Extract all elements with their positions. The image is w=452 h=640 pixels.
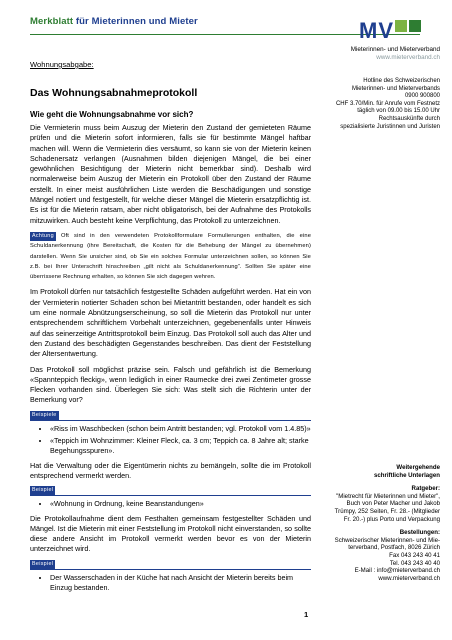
header-title-prefix: Merkblatt [30,16,74,27]
list-item: • «Riss im Waschbecken (schon beim Antritt bestanden; vgl. Protokoll vom 1.4.85)» [50,424,311,434]
ratgeber-line: "Mietrecht für Mieterinnen und Mieter", [336,492,440,500]
hotline-line: Rechtsauskünfte durch [378,115,440,122]
order-line: Fax 043 243 40 41 [389,551,440,559]
example-tag: Beispiel [32,487,54,494]
ratgeber-line: Trümpy, 252 Seiten, Fr. 28.- (Mitglieder [334,507,440,515]
ratgeber-label: Ratgeber: [411,485,440,493]
paragraph-damages: Im Protokoll dürfen nur tatsächlich festgestellte Schäden aufgeführt werden. Hat ein von der Vermieterin notierter Schaden schon bei Mietantritt bestanden, oder handelt es sich um eine normale Abnützungserscheinung, so soll die Mieterin das Protokoll nur unter entsprechendem schriftlichem Vorbehalt unterzeichnen, gegebenenfalls unter Hinweis auf das seinerzeitige Antrittsprotokoll beim Einzug. Das Protokoll soll auch das Alter und den Zustand des beschädigten Gegenstandes beschreiben. Das dient der Feststellung der Altersentwertung. [30,287,311,359]
order-label: Bestellungen: [399,529,440,537]
list-item: • «Teppich im Wohnzimmer: Kleiner Fleck, ca. 3 cm; Teppich ca. 8 Jahre alt; starke Begehungsspuren». [50,436,311,457]
hotline-line: Hotline des Schweizerischen [363,78,440,84]
order-line: Tel. 043 243 40 40 [389,559,440,567]
mv-logo [359,18,423,42]
hotline-line: spezialisierte Juristinnen und Juristen [340,123,440,130]
order-line: E-Mail : info@mieterverband.ch [354,567,440,575]
hotline-line: Mieterinnen- und Mieterverbands [351,85,440,92]
ratgeber-line: Buch von Peter Macher und Jakob [346,500,440,508]
hotline-line: CHF 3.70/Min. für Anrufe vom Festnetz [335,100,440,107]
further-reading-sidebar [312,464,440,582]
example-header-2 [30,560,311,570]
logo-text: MV [359,18,394,42]
main-content [30,123,311,597]
paragraph-precision: Das Protokoll soll möglichst präzise sein. Falsch und gefährlich ist die Bemerkung «Spannteppich fleckig», wenn lediglich in einer Raumecke drei zwei Zentimeter grosse Flecken vorhanden sind. Überlegen Sie sich: Was stellt sich die Richterin unter der Bemerkung vor? [30,364,311,405]
example-header [30,486,311,496]
subject-label: Wohnungsabgabe: [30,60,94,69]
sidebar-heading: schriftliche Unterlagen [373,471,440,479]
document-header-title [30,16,198,27]
examples-tag: Beispiele [32,411,57,418]
example-list [30,499,311,509]
examples-list [30,424,311,457]
hotline-box [320,78,440,131]
document-title: Das Wohnungsabnahmeprotokoll [30,87,198,99]
paragraph-intro: Die Vermieterin muss beim Auszug der Mieterin den Zustand der gemieteten Räume prüfen und die Mieterin sofort informieren, falls sie für bestimmte Mängel haftbar machen will. Wenn die Vermieterin dies versäumt, so kann sie von der Mieterin keinen Schadenersatz verlangen (Ausnahmen bilden diejenigen Mängel, die bei einer gewöhnlichen Besichtigung der Mieterin nicht bemerkbar sind). Deshalb wird normalerweise beim Auszug der Mieterin ein Protokoll über den Zustand der Räume erstellt. In einer meist ausführlichen Liste werden die Beschädigungen und sonstige Mängel notiert und festgestellt, für welche dieser Mängel die Mieterin ersatzpflichtig ist. Es ist für die Mieterin ratsam, aber nicht obligatorisch, bei der Aufnahme des Protokolls mitzuwirken. Auch besteht keine Verpflichtung, das Protokoll zu unterzeichnen. [30,123,311,225]
warning-tag: Achtung [32,232,54,239]
hotline-line: täglich von 09.00 bis 15.00 Uhr [357,108,440,115]
order-line: www.mieterverband.ch [378,574,440,582]
list-item: • «Wohnung in Ordnung, keine Beanstandungen» [50,499,311,509]
warning-note [30,231,311,282]
example-list-2 [30,573,311,594]
example-tag-2: Beispiel [32,560,54,567]
order-line: terverband, Postfach, 8026 Zürich [348,544,440,552]
examples-header [30,411,311,421]
section-question: Wie geht die Wohnungsabnahme vor sich? [30,110,194,119]
list-item: • Der Wasserschaden in der Küche hat nach Ansicht der Mieterin bereits beim Einzug bestanden. [50,573,311,594]
warning-text: Oft sind in den verwendeten Protokollformulare Formulierungen enthalten, die eine Schuldanerkennung (ihre Bereitschaft, die Kosten für die Behebung der Mängel zu übernehmen) darstellen. Wenn Sie unsicher sind, ob Sie ein solches Formular unterzeichnen sollen, so können Sie z.B. bei Ihrer Unterschrift hinschreiben „gilt nicht als Schuldanerkennung“. Sollten Sie später eine überrissene Rechnung erhalten, so können Sie sich dagegen wehren. [30,232,312,281]
page-number: 1 [304,610,309,619]
sidebar-heading: Weitergehende [396,464,440,471]
paragraph-no-defects: Hat die Verwaltung oder die Eigentümerin nichts zu bemängeln, sollte die im Protokoll entsprechend vermerkt werden. [30,460,311,480]
order-line: Schweizerischer Mieterinnen- und Mie- [334,536,440,544]
ratgeber-line: Fr. 20.-) plus Porto und Verpackung [343,515,440,523]
header-title-rest: für Mieterinnen und Mieter [75,16,198,27]
paragraph-disagreement: Die Protokollaufnahme dient dem Festhalten gemeinsam festgestellter Schäden und Mängel. Ist die Mieterin mit einer Feststellung im Protokoll nicht einverstanden, so sollte diese andere Ansicht im Protokoll vermerkt werden bevor es von der Mieterin unterzeichnet wird. [30,513,311,554]
org-url: www.mieterverband.ch [376,54,440,61]
hotline-line: 0900 900800 [404,93,440,100]
org-name: Mieterinnen- und Mieterverband [350,46,440,53]
